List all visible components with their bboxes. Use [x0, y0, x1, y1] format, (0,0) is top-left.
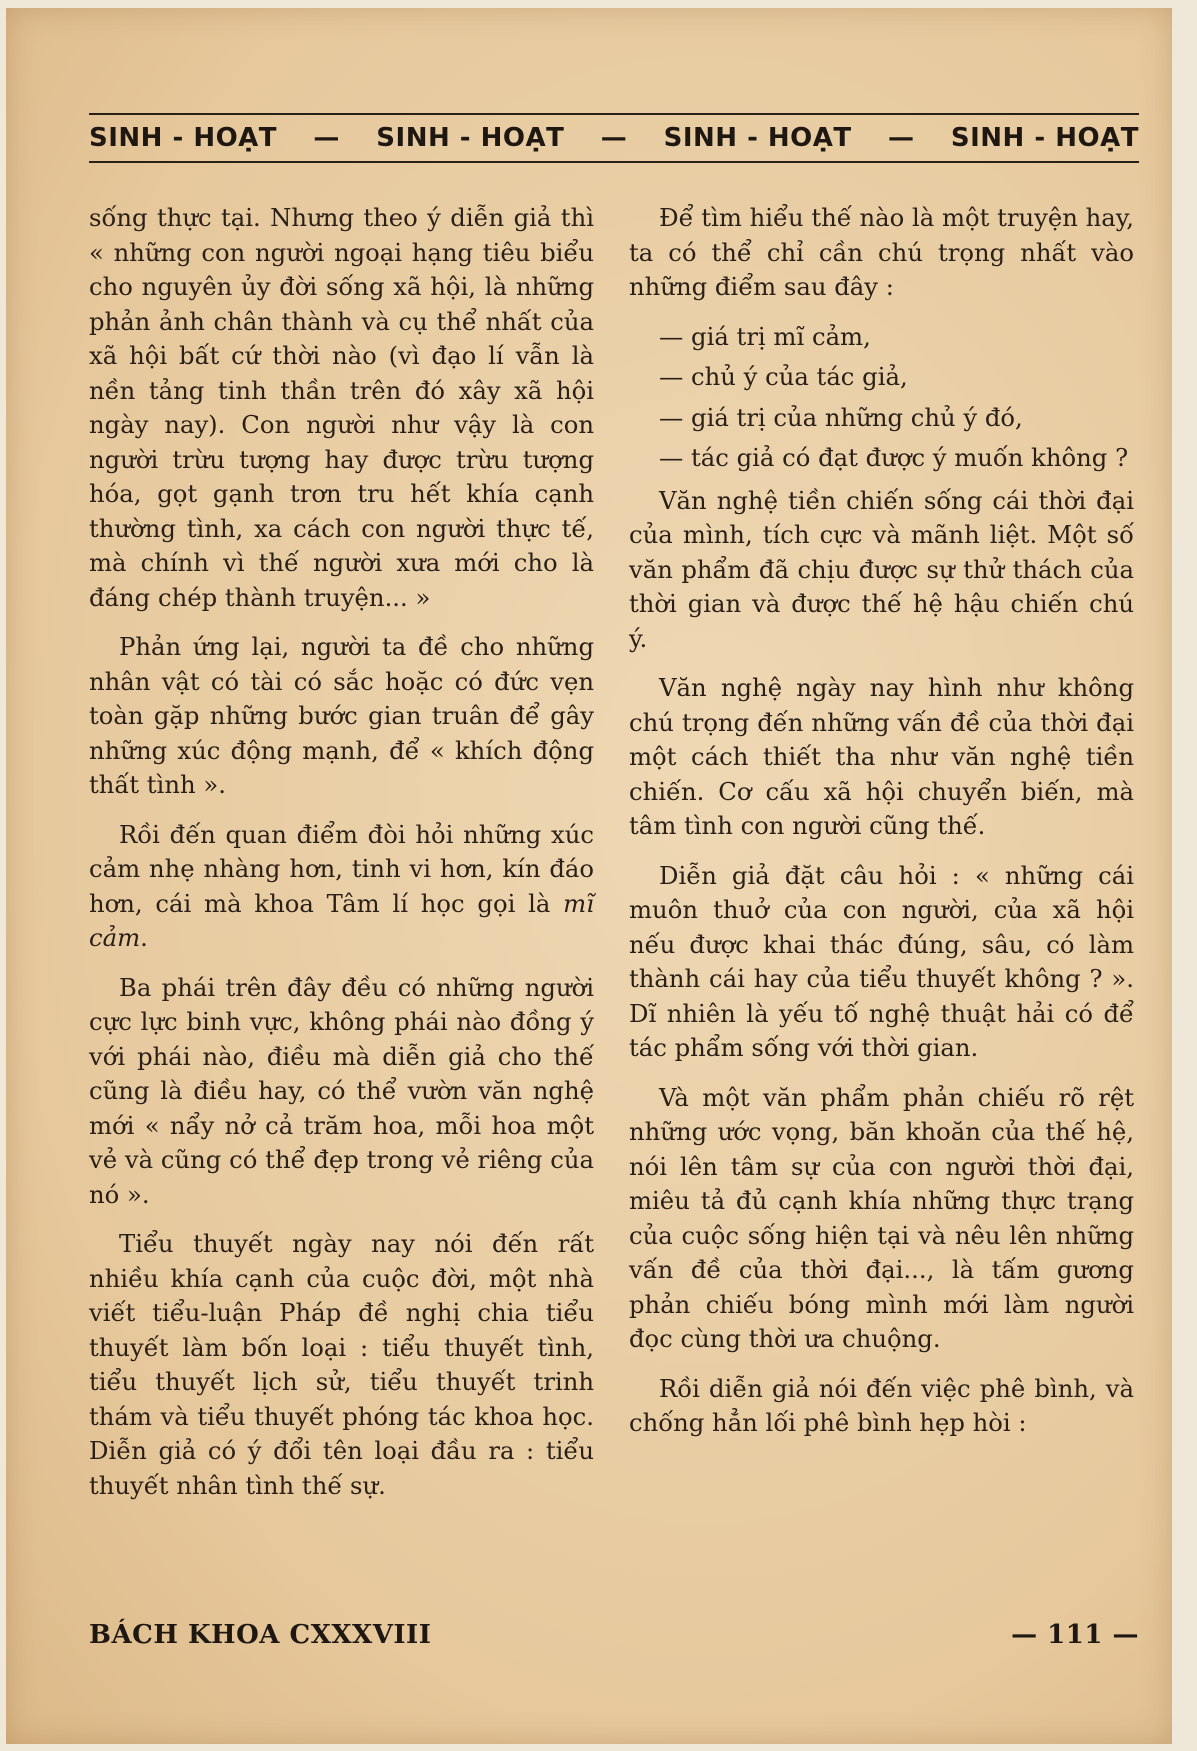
list-item: — tác giả có đạt được ý muốn không ? [659, 443, 1129, 472]
paragraph: Và một văn phẩm phản chiếu rõ rệt những ước vọng, băn khoăn của thế hệ, nói lên tâm sự của con người thời đại, miêu tả đủ cạnh khía những thực trạng của cuộc sống hiện tại và nêu lên những vấn đề của thời đại..., là tấm gương phản chiếu bóng mình mới làm người đọc cùng thời ưa chuộng. [629, 1082, 1134, 1353]
paragraph: Diễn giả đặt câu hỏi : « những cái muôn thuở của con người, của xã hội nếu được khai thác đúng, sâu, có làm thành cái hay của tiểu thuyết không ? ». Dĩ nhiên là yếu tố nghệ thuật hải có để tác phẩm sống với thời gian. [629, 860, 1134, 1062]
left-column [89, 201, 594, 1518]
paragraph: Ba phái trên đây đều có những người cực lực binh vực, không phái nào đồng ý với phái nào, điều mà diễn giả cho thế cũng là điều hay, có thể vườn văn nghệ mới « nẩy nở cả trăm hoa, mỗi hoa một vẻ và cũng có thể đẹp trong vẻ riêng của nó ». [89, 972, 594, 1209]
header-section-title: SINH - HOẠT [89, 123, 278, 153]
header-section-title: SINH - HOẠT [950, 123, 1139, 153]
paragraph: Phản ứng lại, người ta đề cho những nhân vật có tài có sắc hoặc có đức vẹn toàn gặp những bước gian truân để gây những xúc động mạnh, để « khích động thất tình ». [89, 632, 594, 799]
criteria-list [629, 320, 1134, 476]
paragraph-end: . [140, 923, 148, 952]
header-section-title: SINH - HOẠT [376, 123, 565, 153]
paragraph-text: Rồi đến quan điểm đòi hỏi những xúc cảm nhẹ nhàng hơn, tinh vi hơn, kín đáo hơn, cái mà khoa Tâm lí học gọi là [89, 819, 594, 918]
paragraph: Để tìm hiểu thế nào là một truyện hay, ta có thể chỉ cần chú trọng nhất vào những điểm sau đây : [629, 203, 1134, 301]
paragraph: Rồi diễn giả nói đến việc phê bình, và chống hẳn lối phê bình hẹp hòi : [629, 1373, 1134, 1437]
right-column [629, 201, 1134, 1456]
paragraph [89, 818, 594, 956]
list-item: — giá trị của những chủ ý đó, [659, 402, 1023, 432]
header-section-title: SINH - HOẠT [663, 123, 852, 153]
header-dash: — [600, 123, 628, 153]
list-item: — chủ ý của tác giả, [659, 362, 908, 391]
italic-term: mĩ cảm [89, 888, 594, 952]
paragraph: Văn nghệ tiền chiến sống cái thời đại của mình, tích cực và mãnh liệt. Một số văn phẩm đã chịu được sự thử thách của thời gian và được thế hệ hậu chiến chú ý. [629, 485, 1134, 653]
running-header [89, 113, 1139, 163]
paragraph: sống thực tại. Nhưng theo ý diễn giả thì « những con người ngoại hạng tiêu biểu cho nguyên ủy đời sống xã hội, là những phản ảnh chân thành và cụ thể nhất của xã hội bất cứ thời nào (vì đạo lí vẫn là nền tảng tinh thần trên đó xây xã hội ngày nay). Con người như vậy là con người trừu tượng hay được trừu tượng hóa, gọt gạnh trơn tru hết khía cạnh thường tình, xa cách con người thực tế, mà chính vì thế người xưa mới cho là đáng chép thành truyện... » [89, 203, 594, 612]
page-number: — 111 — [1011, 1620, 1139, 1650]
paragraph: Tiểu thuyết ngày nay nói đến rất nhiều khía cạnh của cuộc đời, một nhà viết tiểu-luận Pháp đề nghị chia tiểu thuyết làm bốn loại : tiểu thuyết tình, tiểu thuyết lịch sử, tiểu thuyết trinh thám và tiểu thuyết phóng tác khoa học. Diễn giả có ý đổi tên loại đầu ra : tiểu thuyết nhân tình thế sự. [89, 1229, 594, 1500]
paragraph: Văn nghệ ngày nay hình như không chú trọng đến những vấn đề của thời đại một cách thiết tha như văn nghệ tiền chiến. Cơ cấu xã hội chuyển biến, mà tâm tình con người cũng thế. [629, 673, 1134, 840]
list-item: — giá trị mĩ cảm, [659, 321, 871, 351]
magazine-issue: BÁCH KHOA CXXXVIII [89, 1620, 432, 1650]
page-footer [89, 1620, 1139, 1650]
header-dash: — [313, 123, 340, 153]
header-dash: — [888, 123, 915, 153]
magazine-page [6, 8, 1172, 1744]
